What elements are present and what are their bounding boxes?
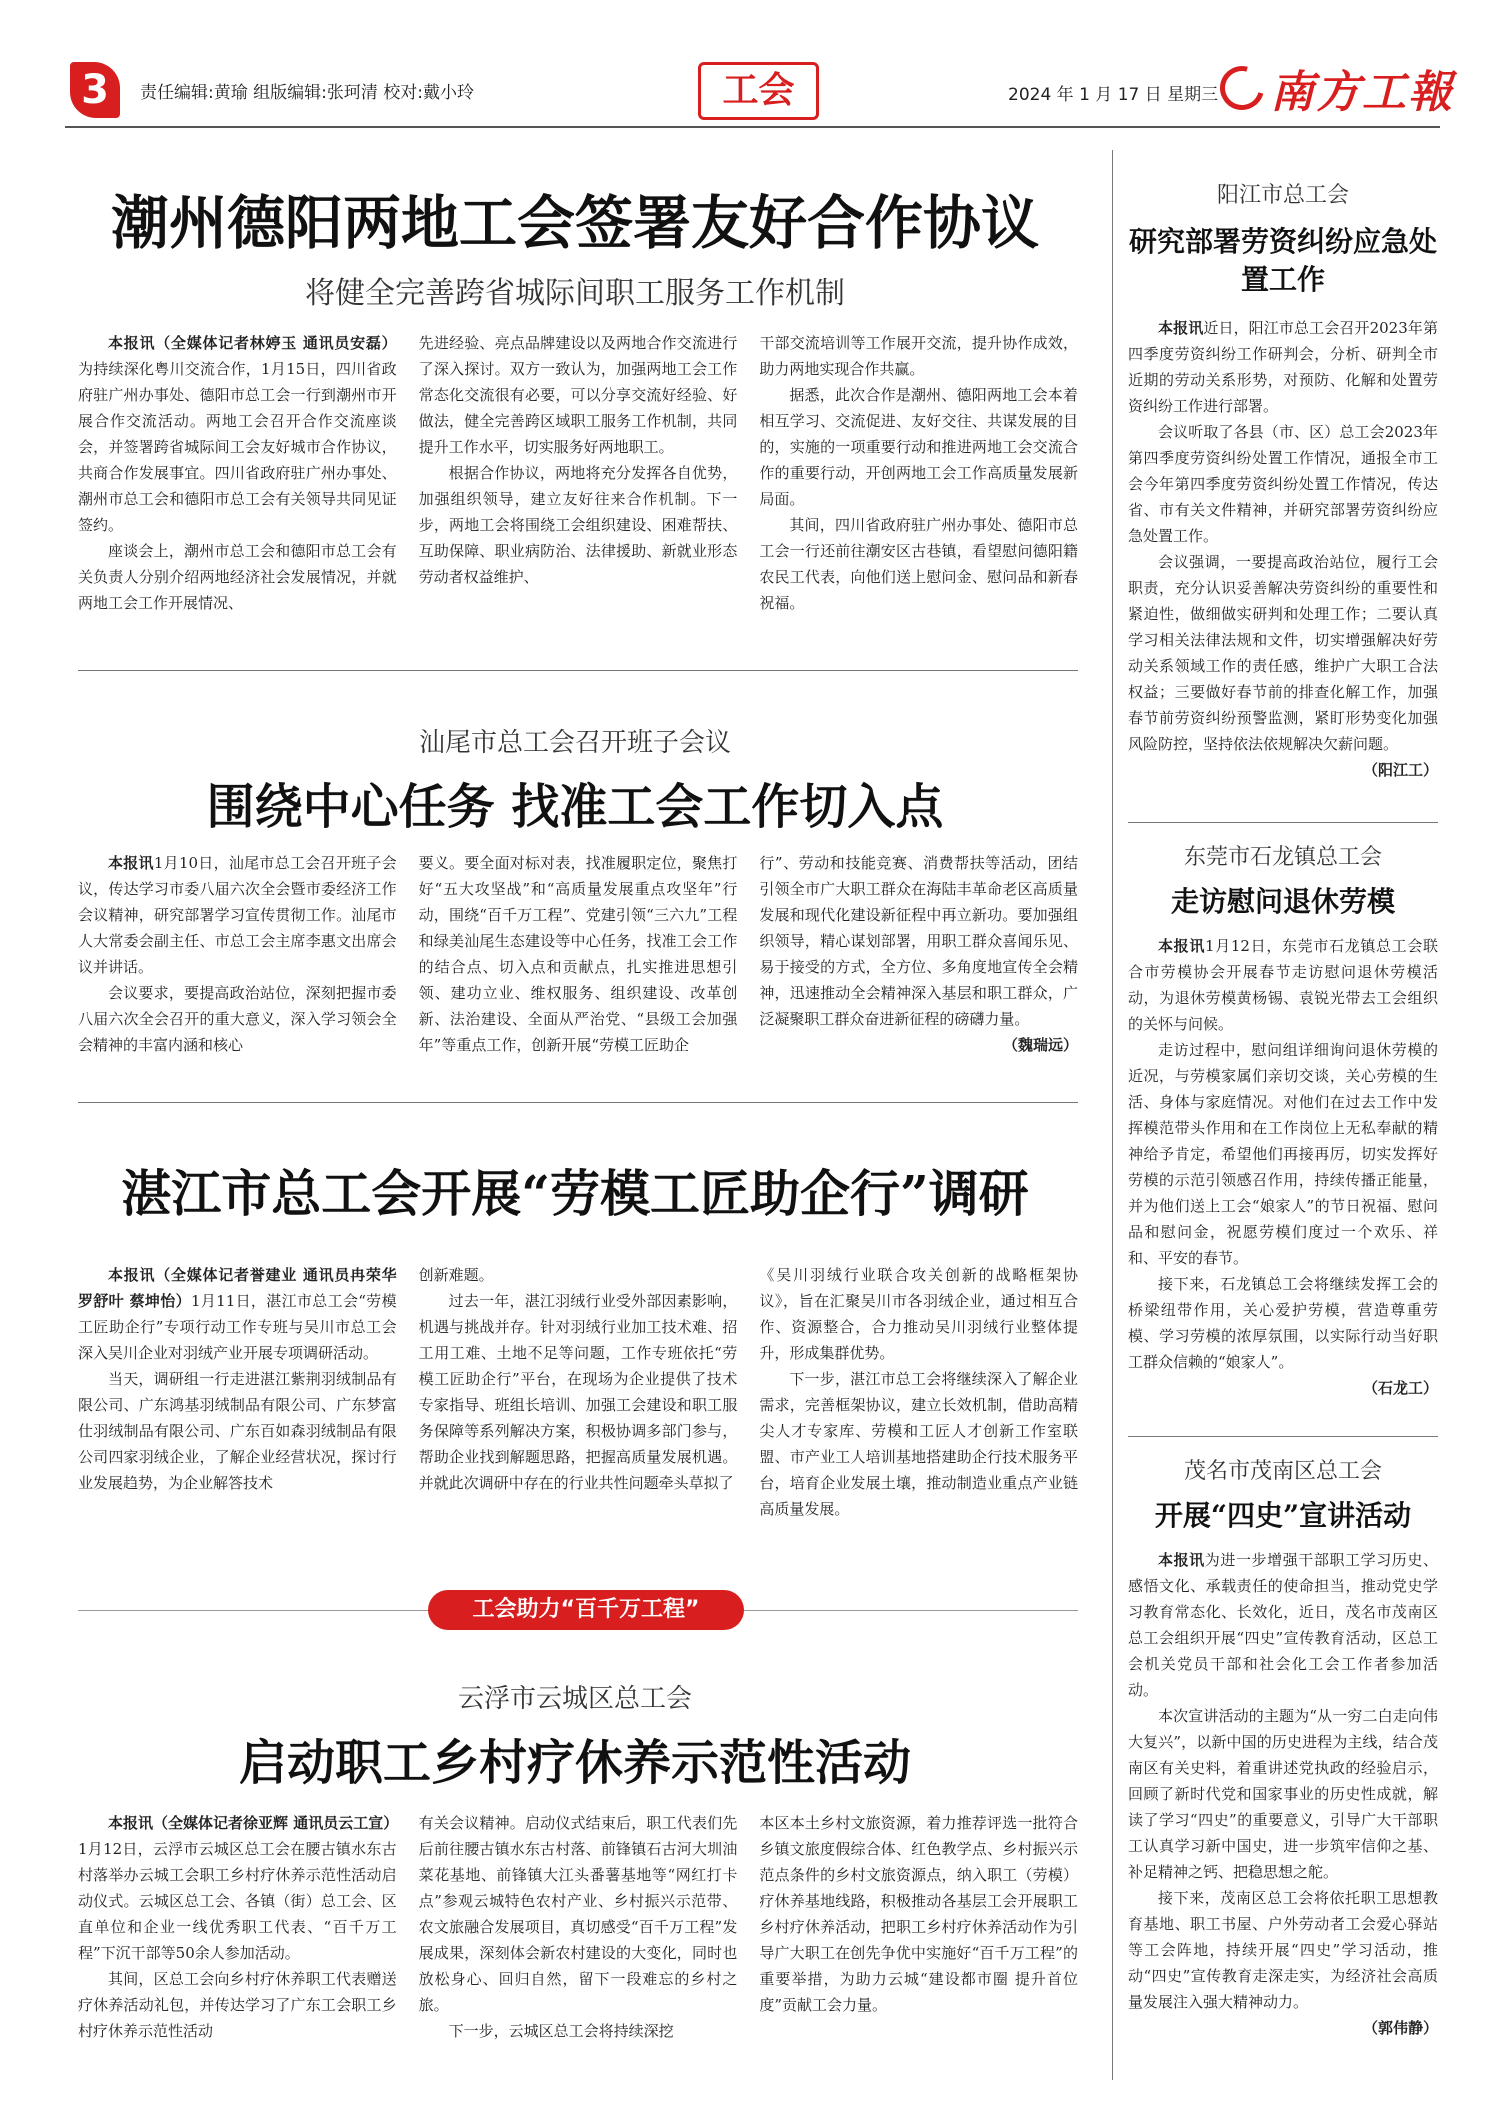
- side3-kicker: 茂名市茂南区总工会: [1183, 1459, 1382, 1484]
- side3-para: 本次宣讲活动的主题为“从一穷二白走向伟大复兴”，以新中国的历史进程为主线，结合茂南区有关史料，着重讲述党执政的经验启示，回顾了新时代党和国家事业的历史性成就，解读了学习“四史”的重要意义，引导广大干部职工认真学习新中国史，进一步筑牢信仰之基、补足精神之钙、把稳思想之舵。: [1128, 1707, 1438, 1881]
- side1-para: 会议强调，一要提高政治站位，履行工会职责，充分认识妥善解决劳资纠纷的重要性和紧迫性，做细做实研判和处理工作；二要认真学习相关法律法规和文件，切实增强解决好劳动关系领域工作的责任感，维护广大职工合法权益；三要做好春节前的排查化解工作，加强春节前劳资纠纷预警监测，紧盯形势变化加强风险防控，坚持依法依规解决欠薪问题。: [1128, 553, 1438, 753]
- side3-headline: 开展“四史”宣讲活动: [1154, 1499, 1412, 1532]
- article-divider: [78, 1102, 1078, 1103]
- header-divider: [65, 126, 1440, 128]
- article4-headline: 启动职工乡村疗休养示范性活动: [238, 1735, 911, 1791]
- masthead-swirl-icon: [1212, 58, 1272, 118]
- side1-kicker: 阳江市总工会: [1216, 183, 1349, 208]
- masthead-logo: [1220, 58, 1454, 118]
- side-divider: [1128, 1436, 1438, 1437]
- masthead-text: 南方工報: [1270, 67, 1454, 118]
- article2-col1: [78, 850, 397, 1058]
- article4-para: 有关会议精神。启动仪式结束后，职工代表们先后前往腰古镇水东古村落、前锋镇石古河大圳油菜花基地、前锋镇大江头番薯基地等“网红打卡点”参观云城特色农村产业、乡村振兴示范带、农文旅融合发展项目，真切感受“百千万工程”发展成果，深刻体会新农村建设的大变化，同时也放松身心、回归自然，留下一段难忘的乡村之旅。: [418, 1814, 738, 2014]
- article2-col2: [419, 850, 738, 1058]
- article3-para: 创新难题。: [418, 1266, 494, 1284]
- article1-para: 据悉，此次合作是潮州、德阳两地工会本着相互学习、交流促进、友好交往、共谋发展的目的，实施的一项重要行动和推进两地工会交流合作的重要行动，开创两地工会工作高质量发展新局面。: [759, 386, 1079, 508]
- article4-para: 下一步，云城区总工会将持续深挖: [448, 2022, 674, 2040]
- article4-col1: [78, 1810, 397, 2044]
- article-divider: [78, 670, 1078, 671]
- article3-headline: 湛江市总工会开展“劳模工匠助企行”调研: [121, 1164, 1029, 1223]
- article1-body: [78, 330, 1078, 616]
- article2-headline: 围绕中心任务 找准工会工作切入点: [206, 779, 944, 835]
- article1-col1: [78, 330, 397, 616]
- side2-kicker: 东莞市石龙镇总工会: [1183, 845, 1382, 870]
- side3-byline: （郭伟静）: [1362, 2019, 1438, 2037]
- article1-headline: 潮州德阳两地工会签署友好合作协议: [110, 189, 1039, 257]
- article3-lead: 本报讯（全媒体记者誉建业 通讯员冉荣华 罗舒叶 蔡坤怡）: [78, 1266, 397, 1310]
- article1-subheadline: 将健全完善跨省城际间职工服务工作机制: [305, 276, 845, 311]
- side1-para: 会议听取了各县（市、区）总工会2023年第四季度劳资纠纷处置工作情况，通报全市工会今年第四季度劳资纠纷处置工作情况，传达省、市有关文件精神，并研究部署劳资纠纷应急处置工作。: [1128, 423, 1438, 545]
- article4-col2: [419, 1810, 738, 2044]
- article1-col2: [419, 330, 738, 616]
- column-divider: [1112, 150, 1113, 2080]
- article3-para: 《吴川羽绒行业联合攻关创新的战略框架协议》，旨在汇聚吴川市各羽绒企业，通过相互合作、资源整合，合力推动吴川羽绒行业整体提升，形成集群优势。: [759, 1266, 1079, 1362]
- article3-para: 当天，调研组一行走进湛江紫荆羽绒制品有限公司、广东鸿基羽绒制品有限公司、广东梦富仕羽绒制品有限公司、广东百如森羽绒制品有限公司四家羽绒企业，了解企业经营状况，探讨行业发展趋势，为企业解答技术: [78, 1370, 397, 1492]
- side2-byline: （石龙工）: [1362, 1379, 1438, 1397]
- article2-para: 会议要求，要提高政治站位，深刻把握市委八届六次全会召开的重大意义，深入学习领会全会精神的丰富内涵和核心: [78, 984, 397, 1054]
- article2-para: 1月10日，汕尾市总工会召开班子会议，传达学习市委八届六次全会暨市委经济工作会议精神，研究部署学习宣传贯彻工作。汕尾市人大常委会副主任、市总工会主席李惠文出席会议并讲话。: [78, 854, 397, 976]
- article2-para: 要义。要全面对标对表，找准履职定位，聚焦打好“五大攻坚战”和“高质量发展重点攻坚年”行动，围绕“百千万工程”、党建引领“三六九”工程和绿美汕尾生态建设等中心任务，找准工会工作的结合点、切入点和贡献点，扎实推进思想引领、建功立业、维权服务、组织建设、改革创新、法治建设、全面从严治党、“县级工会加强年”等重点工作，创新开展“劳模工匠助企: [418, 854, 738, 1054]
- article1-para: 其间，四川省政府驻广州办事处、德阳市总工会一行还前往潮安区古巷镇，看望慰问德阳籍农民工代表，向他们送上慰问金、慰问品和新春祝福。: [759, 516, 1079, 612]
- article2-lead: 本报讯: [108, 854, 154, 872]
- side-article-3: [1128, 1454, 1438, 2041]
- side3-para: 为进一步增强干部职工学习历史、感悟文化、承载责任的使命担当，推动党史学习教育常态化、长效化，近日，茂名市茂南区总工会组织开展“四史”宣传教育活动，区总工会机关党员干部和社会化工会工作者参加活动。: [1128, 1551, 1438, 1699]
- article3-body: [78, 1262, 1078, 1522]
- article3-col1: [78, 1262, 397, 1522]
- side2-para: 1月12日，东莞市石龙镇总工会联合市劳模协会开展春节走访慰问退休劳模活动，为退休劳模黄杨锡、袁锐光带去工会组织的关怀与问候。: [1128, 937, 1438, 1033]
- article3-col3: [759, 1262, 1078, 1522]
- article2-body: [78, 850, 1078, 1058]
- page-number-badge: 3: [70, 62, 120, 118]
- editor-credits: 责任编辑:黄瑜 组版编辑:张珂清 校对:戴小玲: [140, 83, 474, 103]
- article2-kicker: 汕尾市总工会召开班子会议: [418, 728, 731, 758]
- article4-para: 其间，区总工会向乡村疗休养职工代表赠送疗休养活动礼包，并传达学习了广东工会职工乡村疗休养示范性活动: [78, 1970, 397, 2040]
- article1-para: 干部交流培训等工作展开交流，提升协作成效，助力两地实现合作共赢。: [759, 334, 1079, 378]
- article4-lead: 本报讯（全媒体记者徐亚辉 通讯员云工宣）: [108, 1814, 399, 1832]
- article1-para: 为持续深化粤川交流合作，1月15日，四川省政府驻广州办事处、德阳市总工会一行到潮州市开展合作交流活动。两地工会召开合作交流座谈会，并签署跨省城际间工会友好城市合作协议，共商合作发展事宜。四川省政府驻广州办事处、潮州市总工会和德阳市总工会有关领导共同见证签约。: [78, 360, 397, 534]
- article4-kicker: 云浮市云城区总工会: [457, 1684, 692, 1714]
- article2-col3: [759, 850, 1078, 1058]
- article1-para: 根据合作协议，两地将充分发挥各自优势，加强组织领导，建立友好往来合作机制。下一步，两地工会将围绕工会组织建设、困难帮扶、互助保障、职业病防治、法律援助、新就业形态劳动者权益维护、: [418, 464, 738, 586]
- article1-col3: [759, 330, 1078, 616]
- side3-para: 接下来，茂南区总工会将依托职工思想教育基地、职工书屋、户外劳动者工会爱心驿站等工会阵地，持续开展“四史”学习活动，推动“四史”宣传教育走深走实，为经济社会高质量发展注入强大精神动力。: [1128, 1889, 1438, 2011]
- side-article-1: [1128, 178, 1438, 783]
- side1-headline: 研究部署劳资纠纷应急处置工作: [1128, 225, 1437, 296]
- side2-para: 接下来，石龙镇总工会将继续发挥工会的桥梁纽带作用，关心爱护劳模，营造尊重劳模、学习劳模的浓厚氛围，以实际行动当好职工群众信赖的“娘家人”。: [1128, 1275, 1438, 1371]
- special-section-ribbon: 工会助力“百千万工程”: [428, 1590, 744, 1630]
- side2-para: 走访过程中，慰问组详细询问退休劳模的近况，与劳模家属们亲切交谈，关心劳模的生活、身体与家庭情况。对他们在过去工作中发挥模范带头作用和在工作岗位上无私奉献的精神给予肯定，希望他们再接再厉，切实发挥好劳模的示范引领感召作用，持续传播正能量，并为他们送上工会“娘家人”的节日祝福、慰问品和慰问金，祝愿劳模们度过一个欢乐、祥和、平安的春节。: [1128, 1041, 1438, 1267]
- article2-para: 行”、劳动和技能竞赛、消费帮扶等活动，团结引领全市广大职工群众在海陆丰革命老区高质量发展和现代化建设新征程中再立新功。要加强组织领导，精心谋划部署，用职工群众喜闻乐见、易于接受的方式，全方位、多角度地宣传全会精神，迅速推动全会精神深入基层和职工群众，广泛凝聚职工群众奋进新征程的磅礴力量。: [759, 854, 1079, 1028]
- article4-col3: [759, 1810, 1078, 2044]
- article4-para: 1月12日，云浮市云城区总工会在腰古镇水东古村落举办云城工会职工乡村疗休养示范性活动启动仪式。云城区总工会、各镇（街）总工会、区直单位和企业一线优秀职工代表、“百千万工程”下沉干部等50余人参加活动。: [78, 1840, 397, 1962]
- article3-para: 下一步，湛江市总工会将继续深入了解企业需求，完善框架协议，建立长效机制，借助高精尖人才专家库、劳模和工匠人才创新工作室联盟、市产业工人培训基地搭建助企行技术服务平台，培育企业发展土壤，推动制造业重点产业链高质量发展。: [759, 1370, 1079, 1518]
- article3-col2: [419, 1262, 738, 1522]
- side-article-2: [1128, 840, 1438, 1401]
- article4-body: [78, 1810, 1078, 2044]
- article3-para: 1月11日，湛江市总工会“劳模工匠助企行”专项行动工作专班与吴川市总工会深入吴川企业对羽绒产业开展专项调研活动。: [78, 1292, 397, 1362]
- article1-para: 座谈会上，潮州市总工会和德阳市总工会有关负责人分别介绍两地经济社会发展情况，并就两地工会工作开展情况、: [78, 542, 397, 612]
- side-divider: [1128, 822, 1438, 823]
- side2-lead: 本报讯: [1158, 937, 1206, 955]
- article3-para: 过去一年，湛江羽绒行业受外部因素影响，机遇与挑战并存。针对羽绒行业加工技术难、招工用工难、土地不足等问题，工作专班依托“劳模工匠助企行”平台，在现场为企业提供了技术专家指导、班组长培训、加强工会建设和职工服务保障等系列解决方案，积极协调多部门参与，帮助企业找到解题思路，把握高质量发展机遇。并就此次调研中存在的行业共性问题牵头草拟了: [418, 1292, 738, 1492]
- article4-para: 本区本土乡村文旅资源，着力推荐评选一批符合乡镇文旅度假综合体、红色教学点、乡村振兴示范点条件的乡村文旅资源点，纳入职工（劳模）疗休养基地线路，积极推动各基层工会开展职工乡村疗休养活动，把职工乡村疗休养活动作为引导广大职工在创先争优中实施好“百千万工程”的重要举措，为助力云城“建设都市圈 提升首位度”贡献工会力量。: [759, 1814, 1079, 2014]
- side1-byline: （阳江工）: [1362, 761, 1438, 779]
- side1-body: [1128, 315, 1438, 783]
- side2-body: [1128, 933, 1438, 1401]
- side3-body: [1128, 1547, 1438, 2041]
- side3-lead: 本报讯: [1158, 1551, 1205, 1569]
- side1-para: 近日，阳江市总工会召开2023年第四季度劳资纠纷工作研判会，分析、研判全市近期的劳动关系形势，对预防、化解和处置劳资纠纷工作进行部署。: [1128, 319, 1438, 415]
- article1-para: 先进经验、亮点品牌建设以及两地合作交流进行了深入探讨。双方一致认为，加强两地工会工作常态化交流很有必要，可以分享交流好经验、好做法，健全完善跨区域职工服务工作机制，共同提升工作水平，切实服务好两地职工。: [418, 334, 738, 456]
- article1-lead: 本报讯（全媒体记者林婷玉 通讯员安磊）: [108, 334, 397, 352]
- section-title: 工会: [698, 62, 819, 120]
- side2-headline: 走访慰问退休劳模: [1170, 885, 1395, 918]
- issue-date: 2024 年 1 月 17 日 星期三: [1008, 85, 1219, 105]
- article2-byline: （魏瑞远）: [1003, 1036, 1079, 1054]
- side1-lead: 本报讯: [1158, 319, 1204, 337]
